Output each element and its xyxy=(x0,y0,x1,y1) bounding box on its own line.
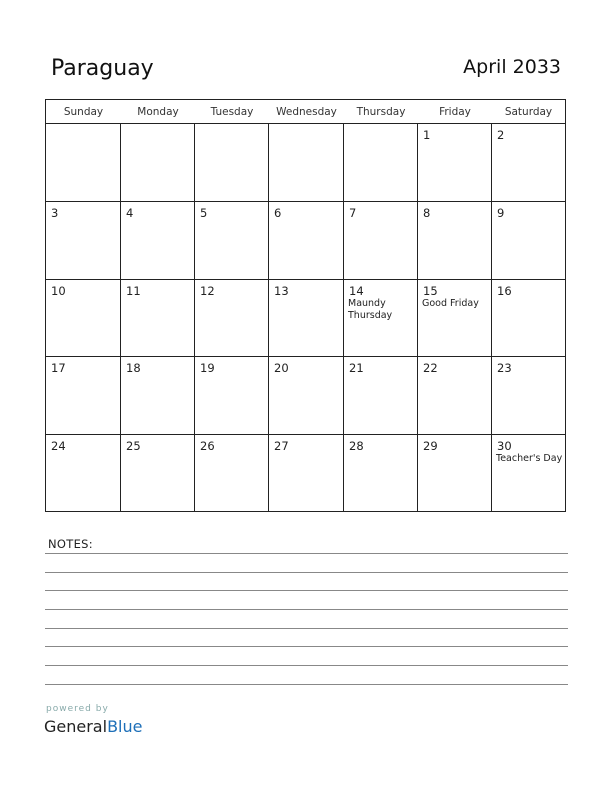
month-year-title: April 2033 xyxy=(463,56,561,78)
day-cell-14[interactable] xyxy=(344,280,418,357)
holiday-label: Maundy Thursday xyxy=(348,298,393,321)
day-cell-30[interactable] xyxy=(492,435,565,511)
day-cell-12[interactable] xyxy=(195,280,269,357)
day-number: 2 xyxy=(497,128,505,142)
day-number: 7 xyxy=(349,206,357,220)
note-line xyxy=(45,572,568,573)
day-cell-4[interactable] xyxy=(121,202,195,280)
day-number: 30 xyxy=(497,439,512,453)
notes-label: NOTES: xyxy=(48,537,93,551)
day-number: 29 xyxy=(423,439,438,453)
note-line xyxy=(45,684,568,685)
day-number: 10 xyxy=(51,284,66,298)
day-cell-16[interactable] xyxy=(492,280,565,357)
weekday-header-friday: Friday xyxy=(439,106,471,118)
day-cell-24[interactable] xyxy=(46,435,121,511)
day-cell-3[interactable] xyxy=(46,202,121,280)
day-number: 26 xyxy=(200,439,215,453)
day-number: 27 xyxy=(274,439,289,453)
generalblue-logo[interactable] xyxy=(44,717,142,736)
day-cell-27[interactable] xyxy=(269,435,344,511)
weekday-header-wednesday: Wednesday xyxy=(276,106,337,118)
note-line xyxy=(45,628,568,629)
day-cell-empty[interactable] xyxy=(269,124,344,202)
day-cell-1[interactable] xyxy=(418,124,492,202)
day-number: 25 xyxy=(126,439,141,453)
holiday-label: Teacher's Day xyxy=(496,453,563,464)
weekday-header-thursday: Thursday xyxy=(356,106,406,118)
note-line xyxy=(45,590,568,591)
day-number: 12 xyxy=(200,284,215,298)
weekday-header-sunday: Sunday xyxy=(63,106,104,118)
day-number: 11 xyxy=(126,284,141,298)
day-number: 19 xyxy=(200,361,215,375)
day-cell-empty[interactable] xyxy=(46,124,121,202)
day-cell-22[interactable] xyxy=(418,357,492,435)
note-line xyxy=(45,553,568,554)
weekday-header-tuesday: Tuesday xyxy=(210,106,254,118)
day-cell-23[interactable] xyxy=(492,357,565,435)
day-number: 21 xyxy=(349,361,364,375)
day-cell-26[interactable] xyxy=(195,435,269,511)
day-cell-8[interactable] xyxy=(418,202,492,280)
day-cell-18[interactable] xyxy=(121,357,195,435)
day-number: 3 xyxy=(51,206,59,220)
day-cell-empty[interactable] xyxy=(121,124,195,202)
day-number: 14 xyxy=(349,284,364,298)
day-cell-empty[interactable] xyxy=(344,124,418,202)
day-cell-28[interactable] xyxy=(344,435,418,511)
day-number: 16 xyxy=(497,284,512,298)
note-line xyxy=(45,665,568,666)
day-number: 5 xyxy=(200,206,208,220)
day-number: 23 xyxy=(497,361,512,375)
note-line xyxy=(45,609,568,610)
day-cell-17[interactable] xyxy=(46,357,121,435)
day-cell-29[interactable] xyxy=(418,435,492,511)
day-number: 8 xyxy=(423,206,431,220)
day-cell-21[interactable] xyxy=(344,357,418,435)
day-cell-13[interactable] xyxy=(269,280,344,357)
day-number: 18 xyxy=(126,361,141,375)
weekday-header-row xyxy=(46,100,565,124)
day-number: 20 xyxy=(274,361,289,375)
brand-general-text: General xyxy=(44,717,108,736)
day-cell-2[interactable] xyxy=(492,124,565,202)
powered-by-text: powered by xyxy=(46,704,109,714)
day-number: 13 xyxy=(274,284,289,298)
calendar-grid xyxy=(45,99,566,512)
weekday-header-monday: Monday xyxy=(137,106,179,118)
day-cell-5[interactable] xyxy=(195,202,269,280)
day-number: 6 xyxy=(274,206,282,220)
day-cell-25[interactable] xyxy=(121,435,195,511)
day-number: 1 xyxy=(423,128,431,142)
note-line xyxy=(45,646,568,647)
day-cell-10[interactable] xyxy=(46,280,121,357)
day-cell-9[interactable] xyxy=(492,202,565,280)
day-number: 24 xyxy=(51,439,66,453)
holiday-label: Good Friday xyxy=(422,298,479,309)
day-number: 15 xyxy=(423,284,438,298)
day-cell-empty[interactable] xyxy=(195,124,269,202)
day-cell-7[interactable] xyxy=(344,202,418,280)
day-cell-20[interactable] xyxy=(269,357,344,435)
day-cell-6[interactable] xyxy=(269,202,344,280)
day-cell-19[interactable] xyxy=(195,357,269,435)
day-cell-15[interactable] xyxy=(418,280,492,357)
day-number: 4 xyxy=(126,206,134,220)
day-number: 28 xyxy=(349,439,364,453)
country-title: Paraguay xyxy=(51,56,154,81)
day-number: 22 xyxy=(423,361,438,375)
day-cell-11[interactable] xyxy=(121,280,195,357)
brand-blue-text: Blue xyxy=(107,717,143,736)
day-number: 17 xyxy=(51,361,66,375)
day-number: 9 xyxy=(497,206,505,220)
weekday-header-saturday: Saturday xyxy=(504,106,553,118)
